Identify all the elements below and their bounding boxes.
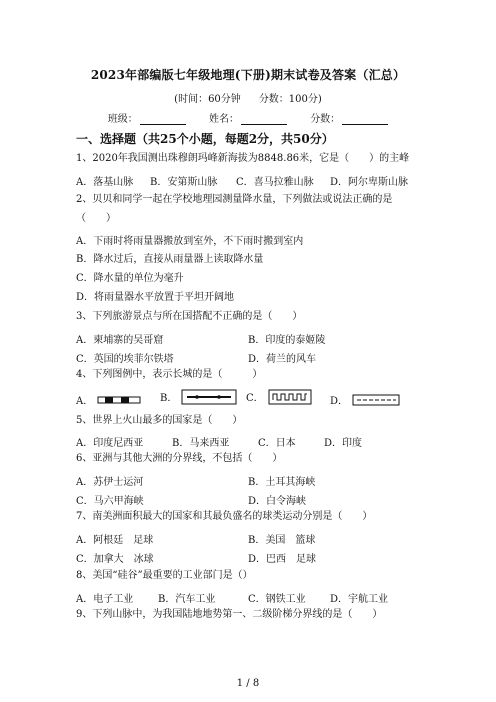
time-limit: (时间：60分钟 <box>174 94 241 105</box>
option-c <box>246 389 312 408</box>
question-stem: 3、下列旅游景点与所在国搭配不正确的是（ ） <box>76 311 303 322</box>
option: B．安第斯山脉 <box>150 177 218 188</box>
question-stem: 8、美国“硅谷”最重要的工业部门是（） <box>76 570 253 581</box>
score-field[interactable] <box>310 110 388 125</box>
option: D．巴西 足球 <box>248 554 317 565</box>
name-field[interactable] <box>209 110 287 125</box>
option: B．马来西亚 <box>172 438 230 449</box>
option: B．美国 篮球 <box>248 535 316 546</box>
question-stem: 4、下列图例中，表示长城的是（ ） <box>76 369 263 380</box>
option: A．电子工业 <box>76 594 134 605</box>
question-stem: 9、下列山脉中，为我国陆地地势第一、二级阶梯分界线的是（ ） <box>76 609 383 620</box>
option: A．柬埔寨的吴哥窟 <box>76 335 164 346</box>
option-label: B． <box>160 393 178 404</box>
option: A．印度尼西亚 <box>76 438 144 449</box>
option: A．落基山脉 <box>76 177 134 188</box>
question-stem: 6、亚洲与其他大洲的分界线，不包括（ ） <box>76 453 283 464</box>
option: C．日本 <box>258 438 296 449</box>
option: C．降水量的单位为毫升 <box>76 273 184 284</box>
option: C．马六甲海峡 <box>76 496 144 507</box>
option-d <box>330 392 400 409</box>
class-label: 班级： <box>107 114 138 125</box>
option: C．喜马拉雅山脉 <box>236 177 314 188</box>
option: A．苏伊士运河 <box>76 477 144 488</box>
option-label: D． <box>330 396 349 407</box>
option: D．阿尔卑斯山脉 <box>330 177 409 188</box>
option: D．荷兰的风车 <box>248 354 317 365</box>
score-label: 分数： <box>310 114 341 125</box>
legend-great-wall-icon <box>268 389 312 408</box>
option: C．钢铁工业 <box>248 594 306 605</box>
option: D．宇航工业 <box>330 594 389 605</box>
legend-road-icon <box>181 389 237 408</box>
name-blank[interactable] <box>241 114 287 125</box>
option: B．印度的泰姬陵 <box>248 335 326 346</box>
score-blank[interactable] <box>342 114 388 125</box>
question-stem: 2、贝贝和同学一起在学校地理园测量降水量，下列做法或说法正确的是 <box>76 194 393 205</box>
class-blank[interactable] <box>140 114 186 125</box>
option-label: C． <box>246 393 264 404</box>
question-stem: 1、2020年我国测出珠穆朗玛峰新海拔为8848.86米，它是（ ）的主峰 <box>76 153 410 164</box>
option: D．印度 <box>324 438 363 449</box>
option: D．白令海峡 <box>248 496 307 507</box>
page-title: 2023年部编版七年级地理(下册)期末试卷及答案（汇总） <box>90 68 406 82</box>
question-stem-cont: （ ） <box>76 213 116 224</box>
question-stem: 5、世界上火山最多的国家是（ ） <box>76 415 243 426</box>
option: B．汽车工业 <box>158 594 216 605</box>
option: B．土耳其海峡 <box>248 477 316 488</box>
page-number: 1 / 8 <box>236 678 260 689</box>
total-score: 分数：100分) <box>258 94 322 105</box>
question-stem: 7、南美洲面积最大的国家和其最负盛名的球类运动分别是（ ） <box>76 511 373 522</box>
legend-railway-icon <box>97 394 141 409</box>
option: C．加拿大 冰球 <box>76 554 154 565</box>
option: B．降水过后，直接从雨量器上读取降水量 <box>76 254 264 265</box>
option: A．阿根廷 足球 <box>76 535 154 546</box>
legend-boundary-icon <box>352 394 400 409</box>
option-label: A． <box>76 396 94 407</box>
section-heading: 一、选择题（共25个小题，每题2分，共50分） <box>76 132 334 146</box>
option-b <box>160 389 237 408</box>
name-label: 姓名： <box>209 114 239 125</box>
exam-meta <box>0 90 496 105</box>
option-a <box>76 392 141 409</box>
option: A．下雨时将雨量器搬放到室外，不下雨时搬到室内 <box>76 236 304 247</box>
option: D．将雨量器水平放置于平坦开阔地 <box>76 292 235 303</box>
option: C．英国的埃菲尔铁塔 <box>76 354 174 365</box>
class-field[interactable] <box>108 110 186 125</box>
student-info <box>0 110 496 125</box>
